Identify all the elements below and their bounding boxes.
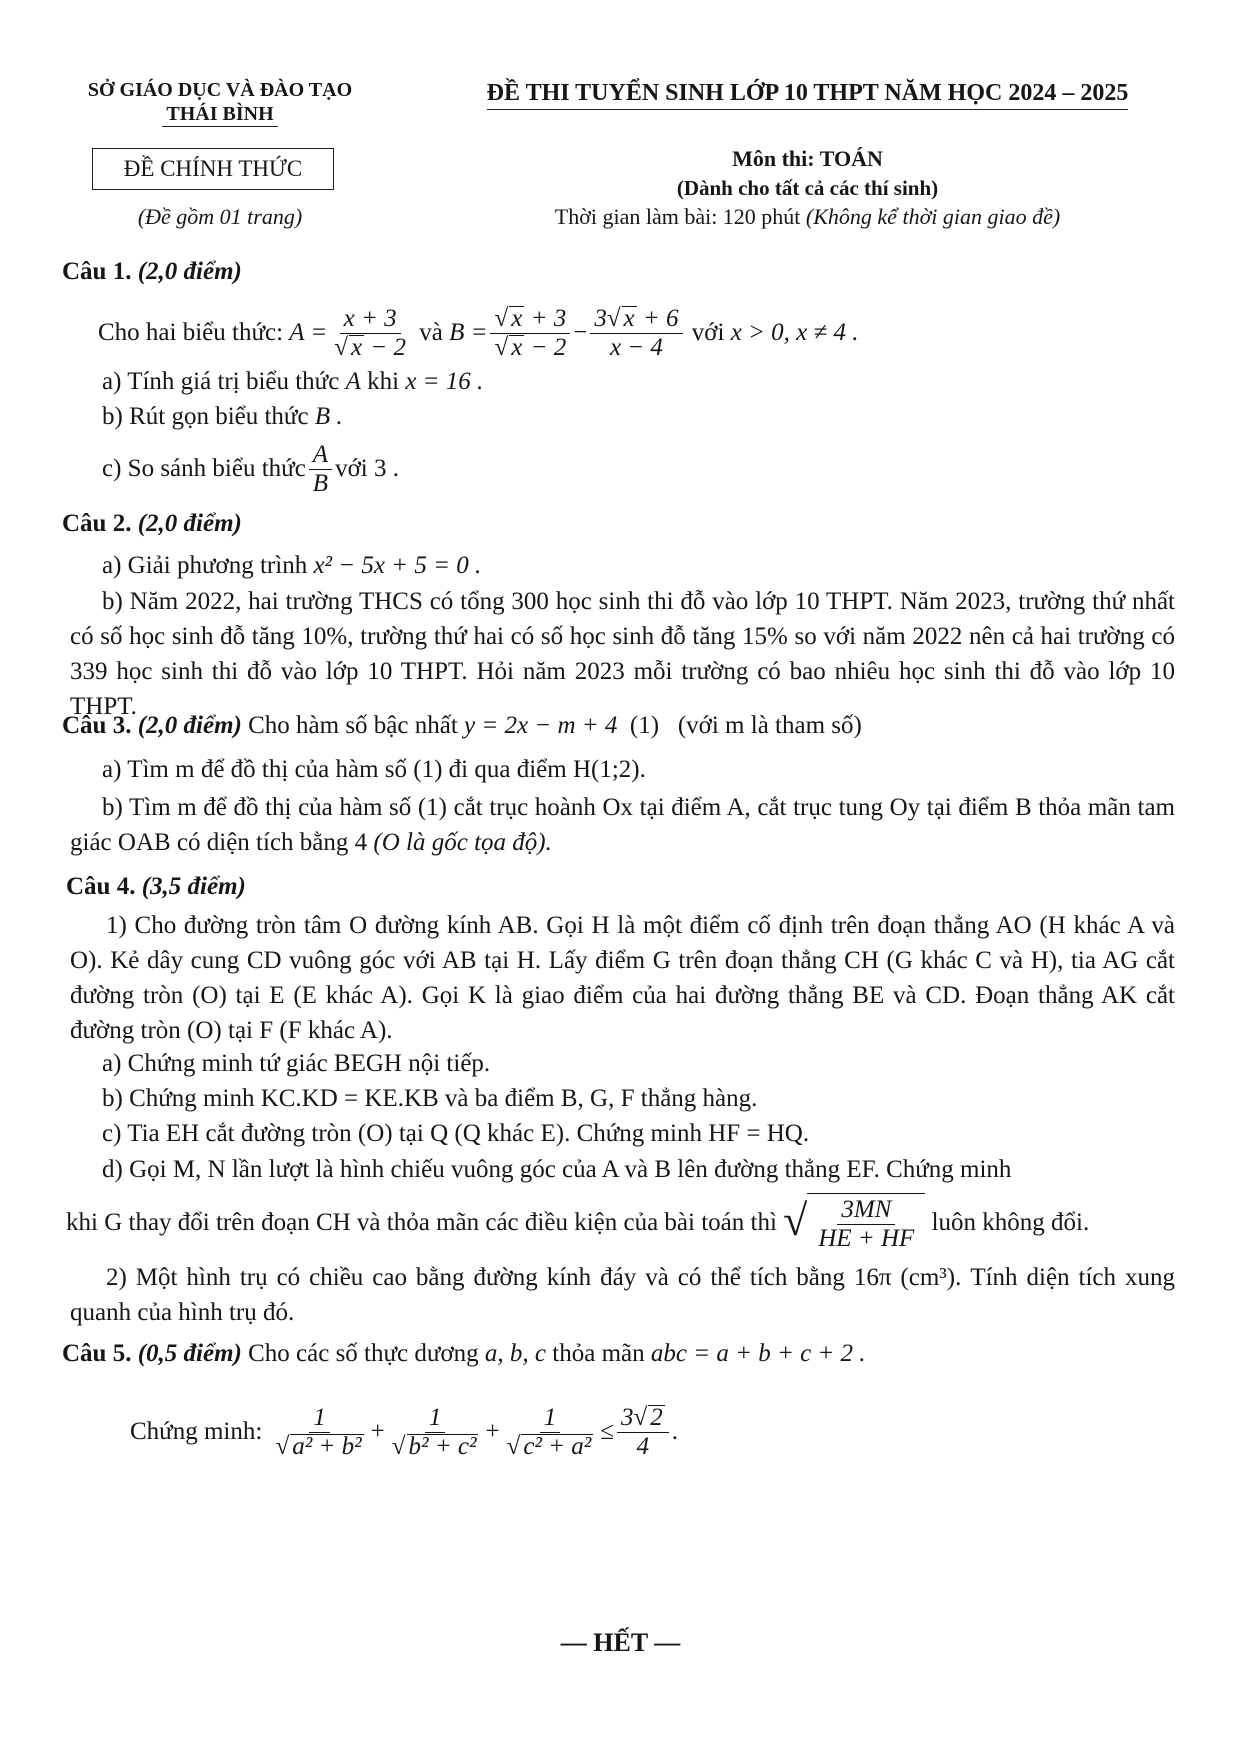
time-note: (Không kể thời gian giao đề) (805, 204, 1061, 229)
q2-part-a (102, 552, 481, 580)
q1-a-den-rest: − 2 (364, 333, 406, 361)
official-badge: ĐỀ CHÍNH THỨC (92, 148, 334, 190)
q4-part-1: 1) Cho đường tròn tâm O đường kính AB. Gọi H là một điểm cố định trên đoạn thẳng AO (H khác A và O). Kẻ dây cung CD vuông góc với AB tại H. Lấy điểm G trên đoạn thẳng CH (G khác C và H), tia AG cắt đường tròn (O) tại E (E khác A). Gọi K là giao điểm của hai đường thẳng BE và CD. Đoạn thẳng AK cắt đường tròn (O) tại F (F khác A). (70, 912, 1175, 1044)
q5-term-2-den: √ b² + c² (391, 1432, 477, 1460)
q1-b1-den-rest: − 2 (524, 333, 567, 361)
q5-term-3-radicand: c² + a² (523, 1432, 592, 1460)
q5-end: . (671, 1418, 679, 1445)
q1-b2-num: 3√ x + 6 (590, 305, 682, 334)
q2-points: (2,0 điểm) (137, 510, 242, 537)
q1-minus: − (573, 319, 588, 346)
q2-label: Câu 2. (62, 510, 132, 537)
q1-part-b (102, 403, 343, 431)
q5-term-1-num: 1 (309, 1404, 330, 1433)
q2-a-math: x² − 5x + 5 = 0 . (313, 552, 482, 579)
q1-b2-den: x − 4 (609, 333, 663, 361)
subject: Môn thi: TOÁN (732, 146, 883, 171)
q4-heading (66, 873, 246, 901)
q5-plus-1: + (370, 1418, 385, 1445)
q4-label: Câu 4. (66, 873, 136, 900)
q5-points: (0,5 điểm) (137, 1340, 242, 1367)
q1-heading (62, 258, 242, 286)
q3-part-b (70, 790, 1175, 860)
q5-equation: abc = a + b + c + 2 . (650, 1340, 866, 1367)
q4-d-text: khi G thay đổi trên đoạn CH và thỏa mãn các điều kiện của bài toán thì (66, 1209, 777, 1236)
q1-a-when: khi (367, 368, 400, 395)
q1-part-a (102, 368, 483, 396)
q1-c-fraction (309, 441, 332, 498)
q4-part-a: a) Chứng minh tứ giác BEGH nội tiếp. (102, 1050, 491, 1077)
q3-points: (2,0 điểm) (137, 712, 242, 739)
q1-c-tail: với 3 . (335, 455, 399, 482)
q4-part-b: b) Chứng minh KC.KD = KE.KB và ba điểm B, G, F thẳng hàng. (102, 1085, 758, 1112)
q1-b2-num-rest: + 6 (636, 304, 679, 332)
q1-intro: Cho hai biểu thức: (98, 319, 284, 346)
exam-title-text: ĐỀ THI TUYỂN SINH LỚP 10 THPT NĂM HỌC 2024 – 2025 (487, 80, 1129, 110)
time-text: Thời gian làm bài: 120 phút (554, 204, 801, 229)
q4-d-num: 3MN (837, 1196, 895, 1225)
q1-c-num: A (309, 441, 332, 470)
q1-and: và (419, 319, 443, 346)
q1-a-den-sqrt: x (350, 333, 363, 361)
q1-b-label: B = (449, 319, 488, 346)
q4-d-den: HE + HF (818, 1225, 915, 1252)
q5-plus-2: + (485, 1418, 500, 1445)
q5-term-1-radicand: a² + b² (292, 1432, 362, 1460)
audience: (Dành cho tất cả các thí sinh) (676, 176, 939, 200)
q2-heading (62, 510, 242, 538)
q1-b2-fraction (590, 305, 682, 362)
q1-part-c (102, 438, 399, 500)
q3-intro: Cho hàm số bậc nhất (248, 712, 458, 739)
q5-term-1 (272, 1404, 368, 1461)
q5-term-2-radicand: b² + c² (408, 1432, 477, 1460)
q3-part-a: a) Tìm m để đồ thị của hàm số (1) đi qua điểm H(1;2). (102, 756, 646, 783)
q5-term-3 (503, 1404, 598, 1461)
q5-le: ≤ (600, 1418, 615, 1445)
exam-title (440, 80, 1175, 110)
q5-heading (62, 1340, 866, 1368)
q5-term-2 (388, 1404, 483, 1461)
q5-label: Câu 5. (62, 1340, 132, 1367)
q1-a-num: x + 3 (340, 305, 401, 334)
page-count: (Đề gồm 01 trang) (137, 204, 303, 229)
q1-expressions (98, 298, 859, 368)
q4-part-2: 2) Một hình trụ có chiều cao bằng đường kính đáy và có thể tích bằng 16π (cm³). Tính diện tích xung quanh của hình trụ đó. (70, 1264, 1175, 1326)
q1-label: Câu 1. (62, 258, 132, 285)
department-name (60, 78, 380, 127)
q1-a-text: a) Tính giá trị biểu thức (102, 368, 340, 395)
q5-term-1-den: √ a² + b² (275, 1432, 362, 1460)
q5-rhs-num: 3√ 2 (617, 1404, 669, 1433)
q2-a-text: a) Giải phương trình (102, 552, 308, 579)
q3-heading (62, 712, 862, 740)
q1-c-text: c) So sánh biểu thức (102, 455, 306, 482)
q5-inequality (130, 1392, 678, 1472)
q1-b2-num-sqrt: x (623, 304, 635, 332)
q5-intro: Cho các số thực dương (248, 1340, 479, 1367)
q1-a-label: A = (289, 319, 328, 346)
q4-points: (3,5 điểm) (141, 873, 246, 900)
time-limit (440, 204, 1175, 230)
q1-b1-fraction (490, 305, 570, 362)
q1-c-den: B (312, 469, 329, 497)
q5-rhs-den: 4 (636, 1432, 650, 1460)
q1-a-value: x = 16 . (405, 368, 484, 395)
q4-d-fraction (814, 1196, 918, 1253)
q1-cond: với (691, 319, 725, 346)
q1-cond-math: x > 0, x ≠ 4 . (730, 319, 859, 346)
q2-part-b: b) Năm 2022, hai trường THCS có tổng 300 học sinh thi đỗ vào lớp 10 THPT. Năm 2023, trường thứ nhất có số học sinh đỗ tăng 10%, trường thứ hai có số học sinh đỗ tăng 15% so với năm 2022 nên cả hai trường có 339 học sinh thi đỗ vào lớp 10 THPT. Hỏi năm 2023 mỗi trường có bao nhiêu học sinh thi đỗ vào lớp 10 THPT. (70, 588, 1175, 720)
q1-b-math: B . (314, 403, 343, 430)
q1-b-text: b) Rút gọn biểu thức (102, 403, 309, 430)
q4-part-d: d) Gọi M, N lần lượt là hình chiếu vuông góc của A và B lên đường thẳng EF. Chứng minh (102, 1156, 1012, 1183)
q5-term-3-den: √ c² + a² (506, 1432, 592, 1460)
q5-cond: thỏa mãn (552, 1340, 645, 1367)
department-line1: SỞ GIÁO DỤC VÀ ĐÀO TẠO (87, 79, 353, 101)
q1-b1-den-sqrt: x (511, 333, 523, 361)
q3-b-text: b) Tìm m để đồ thị của hàm số (1) cắt trục hoành Ox tại điểm A, cắt trục tung Oy tại điểm B thỏa mãn tam giác OAB có diện tích bằng 4 (70, 794, 1175, 856)
q5-vars: a, b, c (484, 1340, 547, 1367)
q3-label: Câu 3. (62, 712, 132, 739)
q5-prove: Chứng minh: (130, 1418, 263, 1445)
q1-a-fraction (330, 305, 410, 362)
q1-b1-num-rest: + 3 (524, 304, 567, 332)
q4-part-c: c) Tia EH cắt đường tròn (O) tại Q (Q khác E). Chứng minh HF = HQ. (102, 1120, 810, 1147)
q3-function: y = 2x − m + 4 (464, 712, 618, 739)
q3-b-note: (O là gốc tọa độ). (373, 829, 552, 856)
q5-rhs-sqrt: 2 (650, 1403, 663, 1431)
q5-term-3-num: 1 (540, 1404, 561, 1433)
department-line2: THÁI BÌNH (162, 102, 277, 127)
end-marker: — HẾT — (560, 1628, 681, 1657)
q4-d-tail: luôn không đổi. (931, 1209, 1090, 1236)
q5-term-2-num: 1 (425, 1404, 446, 1433)
q4-d-root: √ $\frac{3MN}{HE + HF}$ (783, 1193, 925, 1253)
q3-param: (với m là tham số) (677, 712, 862, 739)
q1-a-math: A (345, 368, 361, 395)
q1-b1-den: √ x − 2 (494, 333, 567, 361)
q1-b1-num: √ x + 3 (490, 305, 570, 334)
q3-tag: (1) (629, 712, 660, 739)
q1-b1-num-sqrt: x (511, 304, 523, 332)
q5-rhs-pre: 3 (621, 1403, 634, 1431)
q5-rhs (617, 1404, 669, 1461)
q1-points: (2,0 điểm) (137, 258, 242, 285)
q1-b2-num-pre: 3 (594, 304, 607, 332)
q4-part-d-cont (66, 1188, 1089, 1258)
q1-a-den: √ x − 2 (334, 333, 406, 361)
